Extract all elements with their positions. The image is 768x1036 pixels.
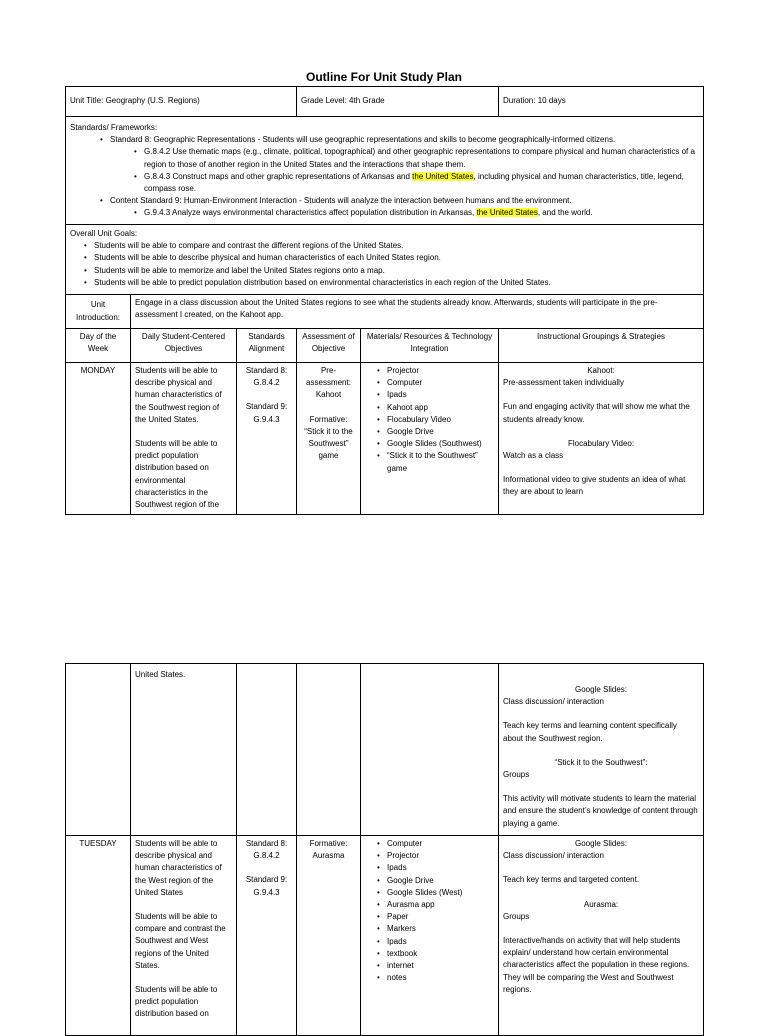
material-item: • Markers (377, 923, 494, 935)
assessment-empty (297, 664, 361, 836)
material-item: • Ipads (377, 936, 494, 948)
material-item: • Computer (377, 838, 494, 850)
strategy-description: Interactive/hands on activity that will help students explain/ understand how certain environmental characteristics affect the population in these regions. They will be comparing the West and Southwest regions. (503, 936, 690, 994)
strategy-grouping: Class discussion/ interaction (503, 697, 604, 707)
col-materials: Materials/ Resources & Technology Integration (361, 329, 499, 363)
day-tuesday: TUESDAY (66, 836, 131, 1036)
monday-strategies-continued (499, 664, 704, 836)
strategy-description: Fun and engaging activity that will show me what the students already know. (503, 402, 690, 424)
column-header-row (66, 329, 704, 363)
material-item: • internet (377, 960, 494, 972)
unit-plan-table-continued (65, 663, 704, 1036)
assessment-text: Pre-assessment: Kahoot (306, 366, 351, 400)
tuesday-materials (361, 836, 499, 1036)
g843-text-b: , including physical and human characteristics, title, legend, compass rose. (144, 171, 684, 194)
tuesday-objectives (131, 836, 237, 1036)
goals-list (70, 240, 699, 289)
standard-g843 (134, 171, 699, 195)
material-item: • Ipads (377, 389, 494, 401)
monday-assessment (297, 363, 361, 515)
strategy-grouping: Watch as a class (503, 451, 564, 461)
material-item: • Projector (377, 850, 494, 862)
grade-level-cell: Grade Level: 4th Grade (297, 87, 499, 117)
material-item: • Projector (377, 365, 494, 377)
material-item: • textbook (377, 948, 494, 960)
strategy-description: This activity will motivate students to learn the material and ensure the student’s knowledge of content through playing a game. (503, 794, 698, 828)
standard-code: G.9.4.3 (253, 887, 280, 897)
material-item: • Paper (377, 911, 494, 923)
standard-code: G.8.4.2 (253, 378, 280, 388)
material-item: • Computer (377, 377, 494, 389)
standard-label: Standard 9: (245, 402, 288, 412)
standards-cell (66, 117, 704, 225)
strategy-grouping: Class discussion/ interaction (503, 851, 604, 861)
standard-8: • Standard 8: Geographic Representations - Students will use geographic representations and skills to become geographically-informed citizens. (100, 134, 699, 146)
objective-text: Students will be able to describe physical and human characteristics of the West region of the United States (135, 839, 222, 897)
document-title: Outline For Unit Study Plan (306, 70, 462, 84)
standards-list (70, 134, 699, 146)
material-item: • Flocabulary Video (377, 414, 494, 426)
strategy-heading: Flocabulary Video: (567, 438, 635, 448)
col-standards: Standards Alignment (237, 329, 297, 363)
objective-text: Students will be able to compare and contrast the Southwest and West regions of the United States. (135, 912, 226, 970)
strategy-description: Teach key terms and targeted content. (503, 875, 640, 885)
standards-empty (237, 664, 297, 836)
strategy-grouping: Groups (503, 770, 530, 780)
standards-row (66, 117, 704, 225)
unit-plan-table (65, 86, 704, 515)
strategy-grouping: Groups (503, 911, 530, 921)
g843-text-a: G.8.4.3 Construct maps and other graphic representations of Arkansas and (144, 171, 413, 181)
tuesday-row (66, 836, 704, 1036)
highlight-united-states: the United States (412, 171, 474, 181)
strategy-heading: Google Slides: (574, 839, 628, 848)
strategy-heading: “Stick it to the Southwest”: (554, 757, 648, 767)
col-day: Day of the Week (66, 329, 131, 363)
standard-8-sublist (70, 146, 699, 195)
strategy-description: Teach key terms and learning content specifically about the Southwest region. (503, 721, 677, 743)
strategy-grouping: Pre-assessment taken individually (503, 378, 624, 388)
goal-item: • Students will be able to predict population distribution based on environmental characteristics in each region of the United States. (84, 277, 699, 289)
material-item: • “Stick it to the Southwest” game (377, 450, 494, 474)
goal-item: • Students will be able to compare and contrast the different regions of the United States. (84, 240, 699, 252)
monday-materials (361, 363, 499, 515)
intro-label: Unit Introduction: (66, 295, 131, 329)
standard-label: Standard 8: (245, 366, 288, 375)
monday-objectives (131, 363, 237, 515)
material-item: • Google Slides (Southwest) (377, 438, 494, 450)
g943-text-a: G.9.4.3 Analyze ways environmental characteristics affect population distribution in Arkansas, (144, 208, 477, 218)
objective-text: Students will be able to describe physical and human characteristics of the Southwest region of the United States. (135, 366, 222, 424)
material-item: • Kahoot app (377, 402, 494, 414)
material-item: • Google Drive (377, 426, 494, 438)
standard-code: G.8.4.2 (253, 851, 280, 861)
intro-row (66, 295, 704, 329)
tuesday-assessment: Formative: Aurasma (297, 836, 361, 1036)
header-row (66, 87, 704, 117)
duration-cell: Duration: 10 days (499, 87, 704, 117)
col-assessment: Assessment of Objective (297, 329, 361, 363)
standard-9: • Content Standard 9: Human-Environment Interaction - Students will analyze the interaction between humans and the environment. (100, 195, 699, 207)
goals-heading: Overall Unit Goals: (70, 229, 138, 238)
material-item: • Google Drive (377, 875, 494, 887)
col-strategies: Instructional Groupings & Strategies (499, 329, 704, 363)
monday-continued-row (66, 664, 704, 836)
strategy-heading: Kahoot: (587, 366, 615, 375)
material-item: • notes (377, 972, 494, 984)
day-monday: MONDAY (66, 363, 131, 515)
assessment-text: Formative: “Stick it to the Southwest” game (304, 414, 353, 461)
tuesday-standards (237, 836, 297, 1036)
standard-g842: • G.8.4.2 Use thematic maps (e.g., climate, political, topographical) and other geographic representations to compare physical and human characteristics of a region to those of another region in the United States and the interactions that shape them. (134, 146, 699, 170)
standard-9-sublist (70, 207, 699, 219)
strategy-heading: Google Slides: (574, 685, 628, 694)
strategy-heading: Aurasma: (583, 899, 619, 909)
standards-heading: Standards/ Frameworks: (70, 123, 158, 132)
standard-label: Standard 8: (245, 839, 288, 848)
materials-list (365, 365, 494, 475)
materials-empty (361, 664, 499, 836)
objective-text: Students will be able to predict population distribution based on environmental characteristics in the Southwest region of the (135, 439, 220, 510)
g943-text-b: , and the world. (537, 208, 593, 218)
goal-item: • Students will be able to memorize and label the United States regions onto a map. (84, 265, 699, 277)
materials-list (365, 838, 494, 984)
col-objectives: Daily Student-Centered Objectives (131, 329, 237, 363)
material-item: • Google Slides (West) (377, 887, 494, 899)
goal-item: • Students will be able to describe physical and human characteristics of each United States region. (84, 252, 699, 264)
monday-row (66, 363, 704, 515)
goals-cell (66, 225, 704, 295)
material-item: • Aurasma app (377, 899, 494, 911)
strategy-description: Informational video to give students an idea of what they are about to learn (503, 475, 686, 497)
monday-objectives-continued: United States. (131, 664, 237, 836)
intro-text: Engage in a class discussion about the United States regions to see what the students already know. Afterwards, students will participate in the pre-assessment I created, on the Kahoot app. (131, 295, 704, 329)
monday-strategies (499, 363, 704, 515)
highlight-united-states: the United States (476, 208, 538, 218)
material-item: • Ipads (377, 862, 494, 874)
monday-standards (237, 363, 297, 515)
standard-code: G.9.4.3 (253, 414, 280, 424)
tuesday-strategies (499, 836, 704, 1036)
goals-row (66, 225, 704, 295)
standard-g943 (134, 207, 699, 219)
unit-title-cell: Unit Title: Geography (U.S. Regions) (66, 87, 297, 117)
objective-text: Students will be able to predict population distribution based on (135, 985, 218, 1019)
day-empty (66, 664, 131, 836)
standard-9-list (70, 195, 699, 207)
standard-label: Standard 9: (245, 875, 288, 885)
